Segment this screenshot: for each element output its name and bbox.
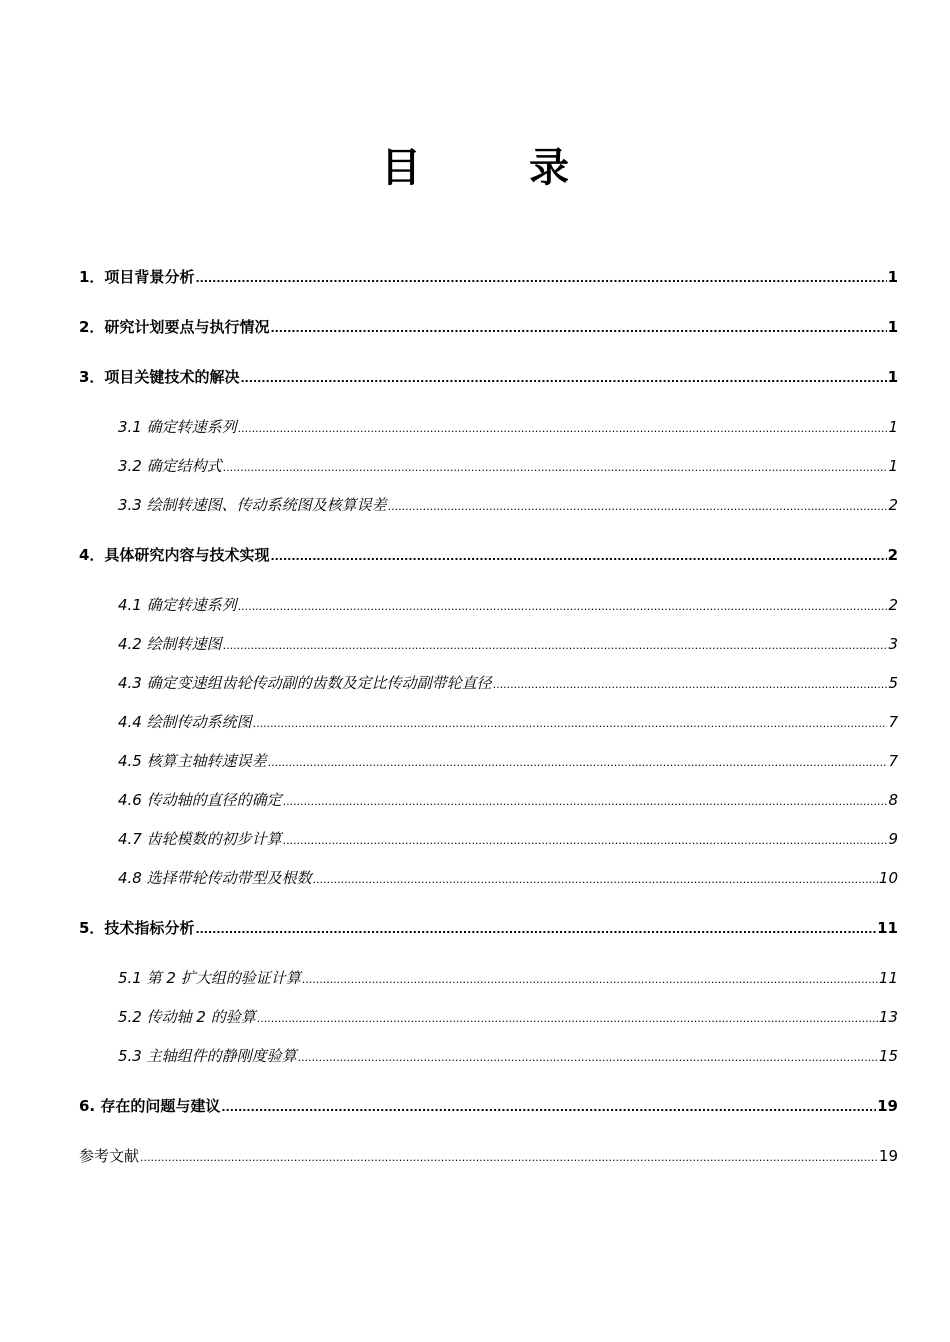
- toc-entry-page: 5: [888, 674, 898, 692]
- toc-entry-4-2[interactable]: [118, 633, 898, 655]
- toc-leader-dots: [223, 457, 888, 479]
- toc-entry-page: 19: [878, 1147, 898, 1165]
- toc-leader-dots: [270, 546, 886, 568]
- toc-entry-label: 1．项目背景分析: [79, 268, 195, 286]
- toc-entry-page: 1: [888, 418, 898, 436]
- toc-entry-page: 2: [888, 596, 898, 614]
- toc-entry-5-3[interactable]: [118, 1045, 898, 1067]
- toc-entry-4[interactable]: [79, 544, 898, 566]
- toc-entry-page: 15: [878, 1047, 898, 1065]
- toc-entry-label: 4.2 绘制转速图: [118, 635, 222, 653]
- toc-entry-page: 2: [887, 546, 898, 564]
- toc-entry-3-1[interactable]: [118, 416, 898, 438]
- toc-entry-page: 2: [888, 496, 898, 514]
- toc-entry-label: 4.4 绘制传动系统图: [118, 713, 252, 731]
- toc-leader-dots: [238, 418, 888, 440]
- toc-entry-3-2[interactable]: [118, 455, 898, 477]
- toc-entry-4-8[interactable]: [118, 867, 898, 889]
- toc-leader-dots: [388, 496, 888, 518]
- toc-entry-4-6[interactable]: [118, 789, 898, 811]
- toc-entry-label: 6. 存在的问题与建议: [79, 1097, 221, 1115]
- toc-entry-5[interactable]: [79, 917, 898, 939]
- toc-entry-page: 1: [888, 457, 898, 475]
- toc-entry-page: 1: [887, 318, 898, 336]
- toc-entry-label: 5.1 第 2 扩大组的验证计算: [118, 969, 301, 987]
- toc-entry-6[interactable]: [79, 1095, 898, 1117]
- toc-entry-4-3[interactable]: [118, 672, 898, 694]
- toc-leader-dots: [268, 752, 888, 774]
- toc-entry-label: 4.6 传动轴的直径的确定: [118, 791, 282, 809]
- toc-entry-page: 7: [888, 713, 898, 731]
- toc-entry-page: 19: [877, 1097, 898, 1115]
- toc-entry-label: 3.3 绘制转速图、传动系统图及核算误差: [118, 496, 387, 514]
- toc-leader-dots: [253, 713, 888, 735]
- toc-entry-5-2[interactable]: [118, 1006, 898, 1028]
- toc-entry-page: 1: [887, 268, 898, 286]
- toc-entry-page: 13: [878, 1008, 898, 1026]
- toc-leader-dots: [313, 869, 878, 891]
- toc-entry-label: 3.1 确定转速系列: [118, 418, 237, 436]
- toc-entry-label: 4.7 齿轮模数的初步计算: [118, 830, 282, 848]
- toc-entry-label: 参考文献: [79, 1147, 140, 1165]
- toc-leader-dots: [221, 1097, 876, 1119]
- toc-entry-label: 2．研究计划要点与执行情况: [79, 318, 270, 336]
- page-title: 目 录: [381, 144, 603, 191]
- toc-entry-label: 5.3 主轴组件的静刚度验算: [118, 1047, 297, 1065]
- toc-entry-2[interactable]: [79, 316, 898, 338]
- toc-entry-1[interactable]: [79, 266, 898, 288]
- toc-entry-page: 11: [878, 969, 898, 987]
- toc-entry-label: 4.5 核算主轴转速误差: [118, 752, 267, 770]
- toc-entry-3-3[interactable]: [118, 494, 898, 516]
- toc-entry-label: 4.3 确定变速组齿轮传动副的齿数及定比传动副带轮直径: [118, 674, 492, 692]
- toc-leader-dots: [223, 635, 888, 657]
- toc-leader-dots: [298, 1047, 878, 1069]
- toc-entry-label: 5．技术指标分析: [79, 919, 195, 937]
- toc-leader-dots: [195, 919, 876, 941]
- toc-leader-dots: [283, 830, 888, 852]
- toc-leader-dots: [140, 1147, 878, 1169]
- toc-entry-references[interactable]: [79, 1145, 898, 1167]
- toc-entry-page: 9: [888, 830, 898, 848]
- toc-entry-5-1[interactable]: [118, 967, 898, 989]
- toc-entry-4-7[interactable]: [118, 828, 898, 850]
- toc-entry-page: 3: [888, 635, 898, 653]
- toc-entry-3[interactable]: [79, 366, 898, 388]
- toc-leader-dots: [240, 368, 886, 390]
- toc-entry-page: 1: [887, 368, 898, 386]
- toc-entry-label: 3.2 确定结构式: [118, 457, 222, 475]
- toc-entry-4-1[interactable]: [118, 594, 898, 616]
- toc-entry-page: 7: [888, 752, 898, 770]
- toc-entry-page: 10: [878, 869, 898, 887]
- toc-entry-label: 4．具体研究内容与技术实现: [79, 546, 270, 564]
- toc-entry-4-5[interactable]: [118, 750, 898, 772]
- toc-leader-dots: [238, 596, 888, 618]
- toc-leader-dots: [493, 674, 888, 696]
- toc-entry-label: 4.1 确定转速系列: [118, 596, 237, 614]
- toc-entry-4-4[interactable]: [118, 711, 898, 733]
- toc-entry-label: 5.2 传动轴 2 的验算: [118, 1008, 256, 1026]
- toc-entry-label: 3．项目关键技术的解决: [79, 368, 240, 386]
- toc-leader-dots: [195, 268, 886, 290]
- toc-leader-dots: [257, 1008, 878, 1030]
- toc-leader-dots: [302, 969, 878, 991]
- toc-entry-label: 4.8 选择带轮传动带型及根数: [118, 869, 312, 887]
- toc-entry-page: 8: [888, 791, 898, 809]
- toc-entry-page: 11: [877, 919, 898, 937]
- toc-leader-dots: [283, 791, 888, 813]
- toc-leader-dots: [270, 318, 886, 340]
